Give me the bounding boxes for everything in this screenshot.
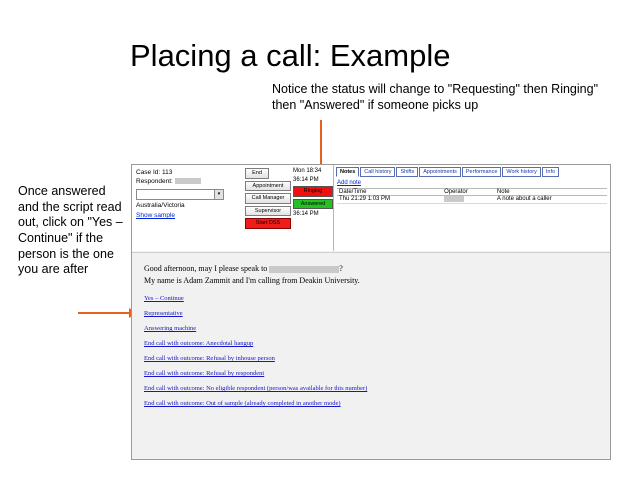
outcome-out-of-sample[interactable]: End call with outcome: Out of sample (already completed in another mode) (144, 400, 341, 408)
end-button[interactable]: End (245, 168, 269, 179)
redacted-name (269, 266, 339, 273)
redacted-operator (444, 196, 464, 202)
outcome-yes-continue[interactable]: Yes – Continue (144, 295, 184, 303)
script-question-mark: ? (339, 264, 343, 273)
show-sample-link[interactable]: Show sample (136, 212, 176, 220)
column-operator: Operator (442, 189, 495, 196)
tab-appointments[interactable]: Appointments (419, 167, 461, 177)
script-area (132, 252, 610, 459)
column-note: Note (495, 189, 607, 196)
annotation-continue-note: Once answered and the script read out, click on "Yes – Continue" if the person is the one you are after (18, 184, 123, 277)
outcome-refusal-respondent[interactable]: End call with outcome: Refusal by respondent (144, 370, 265, 378)
respondent-text: Respondent: (136, 177, 173, 185)
script-line-2: My name is Adam Zammit and I'm calling from Deakin University. (144, 275, 360, 285)
arrow-right-icon (78, 312, 130, 314)
case-id-label: Case Id: 113 (136, 169, 173, 176)
annotation-status-note: Notice the status will change to "Requesting" then Ringing" then "Answered" if someone picks up (272, 82, 599, 112)
supervisor-button[interactable]: Supervisor (245, 206, 291, 217)
cell-operator (442, 196, 495, 204)
table-header-row (337, 189, 607, 196)
outcome-no-eligible-respondent[interactable]: End call with outcome: No eligible respondent (person/was available for this number) (144, 385, 368, 393)
status-badge-ringing: Ringing (293, 186, 333, 196)
notes-tab-panel (333, 165, 610, 251)
outcome-link-list (144, 295, 598, 407)
cell-datetime: Thu 21:29 1:03 PM (337, 196, 442, 204)
tab-notes[interactable]: Notes (336, 167, 359, 177)
start-dss-button[interactable]: Start DSS (245, 218, 291, 229)
tab-shifts[interactable]: Shifts (396, 167, 418, 177)
outcome-representative[interactable]: Representative (144, 310, 183, 318)
column-datetime: Date/Time (337, 189, 442, 196)
status-badge-answered: Answered (293, 199, 333, 209)
notes-table (337, 188, 607, 204)
region-label: Australia/Victoria (136, 201, 185, 209)
table-row[interactable] (337, 196, 607, 204)
case-info-pane (132, 165, 243, 251)
tab-work-history[interactable]: Work history (502, 167, 540, 177)
call-app-screenshot (131, 164, 611, 460)
call-status-pane (293, 165, 333, 251)
script-line-1 (144, 263, 598, 275)
tab-body (334, 177, 610, 251)
tab-info[interactable]: Info (542, 167, 559, 177)
add-note-link[interactable]: Add note (337, 180, 362, 186)
call-manager-button[interactable]: Call Manager (245, 193, 291, 204)
outcome-anecdotal-hangup[interactable]: End call with outcome: Anecdotal hangup (144, 340, 254, 348)
cell-note: A note about a caller (495, 196, 607, 204)
app-top-bar (132, 165, 610, 251)
call-action-buttons (243, 165, 293, 251)
tab-performance[interactable]: Performance (462, 167, 502, 177)
script-greeting: Good afternoon, may I please speak to (144, 264, 268, 273)
tab-call-history[interactable]: Call history (360, 167, 395, 177)
status-time-2: 36:14 PM (293, 210, 319, 217)
respondent-select[interactable] (136, 189, 224, 200)
redacted-respondent-name (175, 178, 201, 184)
respondent-label (136, 178, 240, 187)
chevron-down-icon[interactable]: ▾ (214, 190, 223, 199)
page-title: Placing a call: Example (130, 38, 451, 73)
outcome-answering-machine[interactable]: Answering machine (144, 325, 197, 333)
appointment-button[interactable]: Appointment (245, 181, 291, 192)
status-time-1: 36:14 PM (293, 177, 319, 184)
outcome-refusal-inhouse[interactable]: End call with outcome: Refusal by inhouse person (144, 355, 275, 363)
tab-strip (334, 165, 610, 177)
status-date: Mon 18:34 (293, 168, 322, 174)
